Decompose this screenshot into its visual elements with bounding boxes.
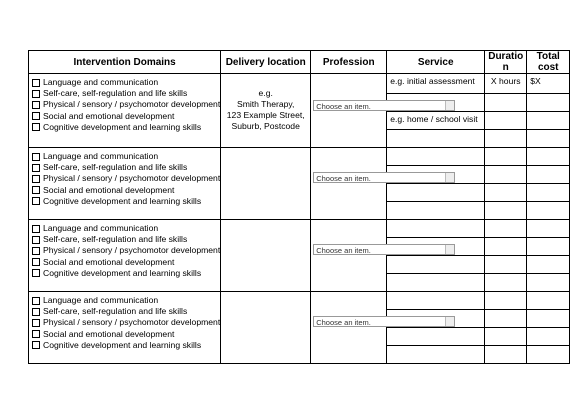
delivery-location-cell[interactable] <box>221 292 311 364</box>
profession-cell <box>311 292 387 364</box>
cost-cell[interactable] <box>527 184 570 202</box>
checkbox[interactable] <box>32 186 40 194</box>
header-delivery-location: Delivery location <box>221 51 311 74</box>
checkbox[interactable] <box>32 175 40 183</box>
cost-cell[interactable] <box>527 274 570 292</box>
service-cell[interactable] <box>387 202 485 220</box>
duration-cell[interactable] <box>485 94 527 112</box>
checkbox[interactable] <box>32 308 40 316</box>
cost-cell[interactable] <box>527 148 570 166</box>
duration-cell[interactable]: X hours <box>485 74 527 94</box>
profession-dropdown[interactable]: Choose an item. <box>313 316 455 327</box>
service-cell[interactable] <box>387 184 485 202</box>
checkbox[interactable] <box>32 236 40 244</box>
service-cell[interactable] <box>387 130 485 148</box>
header-profession: Profession <box>311 51 387 74</box>
duration-cell[interactable] <box>485 112 527 130</box>
cost-cell[interactable] <box>527 310 570 328</box>
checkbox[interactable] <box>32 123 40 131</box>
cost-cell[interactable]: $X <box>527 74 570 94</box>
table-row <box>29 148 570 166</box>
checkbox[interactable] <box>32 258 40 266</box>
chevron-down-icon[interactable] <box>445 245 454 254</box>
delivery-location-cell[interactable]: e.g. Smith Therapy, 123 Example Street, Suburb, Postcode <box>221 74 311 148</box>
table-row <box>29 74 570 94</box>
chevron-down-icon[interactable] <box>445 101 454 110</box>
profession-cell <box>311 148 387 220</box>
checkbox[interactable] <box>32 341 40 349</box>
service-cell[interactable] <box>387 292 485 310</box>
duration-cell[interactable] <box>485 310 527 328</box>
cost-cell[interactable] <box>527 256 570 274</box>
table-row <box>29 220 570 238</box>
service-cell[interactable]: e.g. initial assessment <box>387 74 485 94</box>
profession-dropdown[interactable]: Choose an item. <box>313 172 455 183</box>
delivery-location-cell[interactable] <box>221 220 311 292</box>
checkbox[interactable] <box>32 330 40 338</box>
service-cell[interactable] <box>387 220 485 238</box>
duration-cell[interactable] <box>485 130 527 148</box>
cost-cell[interactable] <box>527 112 570 130</box>
duration-cell[interactable] <box>485 220 527 238</box>
profession-dropdown[interactable]: Choose an item. <box>313 244 455 255</box>
checkbox[interactable] <box>32 101 40 109</box>
duration-cell[interactable] <box>485 184 527 202</box>
service-cell[interactable] <box>387 274 485 292</box>
delivery-location-cell[interactable] <box>221 148 311 220</box>
checkbox[interactable] <box>32 319 40 327</box>
checkbox[interactable] <box>32 225 40 233</box>
profession-dropdown[interactable]: Choose an item. <box>313 100 455 111</box>
cost-cell[interactable] <box>527 292 570 310</box>
cost-cell[interactable] <box>527 220 570 238</box>
duration-cell[interactable] <box>485 238 527 256</box>
chevron-down-icon[interactable] <box>445 173 454 182</box>
header-row <box>29 51 570 74</box>
duration-cell[interactable] <box>485 256 527 274</box>
domain-checklist: Language and communication Self-care, self-regulation and life skills Physical / sensory / psychomotor development Social and emotional development Cognitive development and learning skills <box>29 74 221 148</box>
duration-cell[interactable] <box>485 202 527 220</box>
cost-cell[interactable] <box>527 346 570 364</box>
checkbox[interactable] <box>32 153 40 161</box>
domain-checklist: Language and communication Self-care, self-regulation and life skills Physical / sensory / psychomotor development Social and emotional development Cognitive development and learning skills <box>29 292 221 364</box>
duration-cell[interactable] <box>485 346 527 364</box>
duration-cell[interactable] <box>485 292 527 310</box>
intervention-table <box>28 50 570 364</box>
cost-cell[interactable] <box>527 130 570 148</box>
service-cell[interactable] <box>387 346 485 364</box>
domain-checklist: Language and communication Self-care, self-regulation and life skills Physical / sensory / psychomotor development Social and emotional development Cognitive development and learning skills <box>29 148 221 220</box>
duration-cell[interactable] <box>485 274 527 292</box>
duration-cell[interactable] <box>485 166 527 184</box>
checkbox[interactable] <box>32 79 40 87</box>
service-cell[interactable] <box>387 256 485 274</box>
service-cell[interactable]: e.g. home / school visit <box>387 112 485 130</box>
header-intervention-domains: Intervention Domains <box>29 51 221 74</box>
header-service: Service <box>387 51 485 74</box>
cost-cell[interactable] <box>527 328 570 346</box>
cost-cell[interactable] <box>527 238 570 256</box>
cost-cell[interactable] <box>527 166 570 184</box>
duration-cell[interactable] <box>485 148 527 166</box>
checkbox[interactable] <box>32 197 40 205</box>
checkbox[interactable] <box>32 164 40 172</box>
table-row <box>29 292 570 310</box>
cost-cell[interactable] <box>527 94 570 112</box>
header-total-cost: Total cost <box>527 51 570 74</box>
domain-checklist: Language and communication Self-care, self-regulation and life skills Physical / sensory / psychomotor development Social and emotional development Cognitive development and learning skills <box>29 220 221 292</box>
duration-cell[interactable] <box>485 328 527 346</box>
checkbox[interactable] <box>32 269 40 277</box>
cost-cell[interactable] <box>527 202 570 220</box>
profession-cell <box>311 220 387 292</box>
checkbox[interactable] <box>32 112 40 120</box>
checkbox[interactable] <box>32 90 40 98</box>
checkbox[interactable] <box>32 297 40 305</box>
profession-cell <box>311 74 387 148</box>
header-duration: Duratio n <box>485 51 527 74</box>
service-cell[interactable] <box>387 148 485 166</box>
checkbox[interactable] <box>32 247 40 255</box>
service-cell[interactable] <box>387 328 485 346</box>
chevron-down-icon[interactable] <box>445 317 454 326</box>
